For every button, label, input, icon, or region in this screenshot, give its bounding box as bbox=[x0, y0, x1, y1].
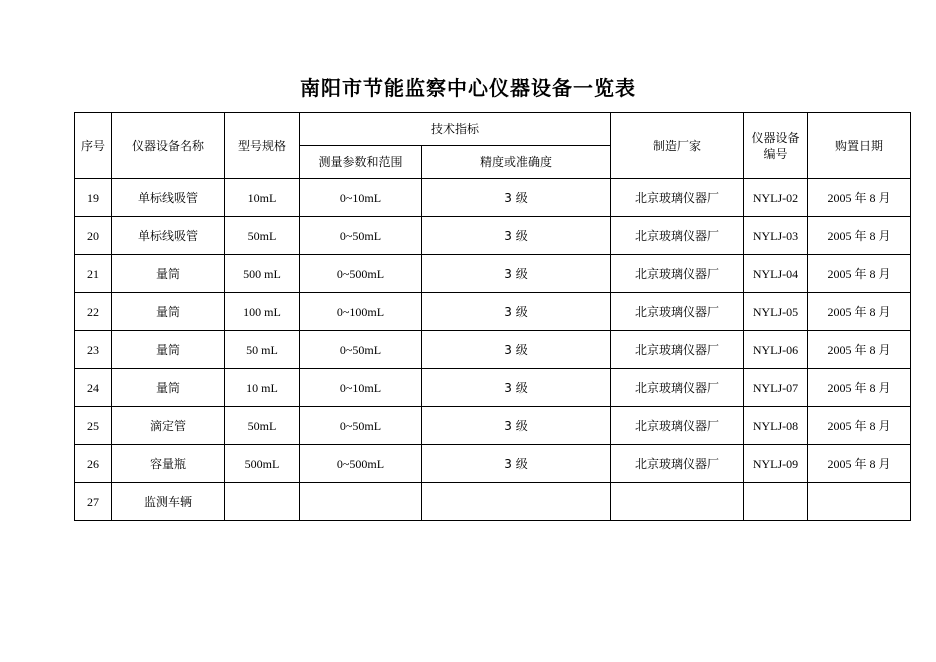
cell-accuracy: 3 级 bbox=[422, 445, 611, 483]
cell-seq: 23 bbox=[75, 331, 112, 369]
cell-date: 2005 年 8 月 bbox=[808, 179, 911, 217]
cell-maker bbox=[611, 483, 744, 521]
cell-maker: 北京玻璃仪器厂 bbox=[611, 217, 744, 255]
header-accuracy: 精度或准确度 bbox=[422, 146, 611, 179]
cell-seq: 19 bbox=[75, 179, 112, 217]
cell-name: 单标线吸管 bbox=[112, 179, 225, 217]
cell-accuracy: 3 级 bbox=[422, 407, 611, 445]
header-tech: 技术指标 bbox=[300, 113, 611, 146]
table-row bbox=[75, 331, 911, 369]
cell-name: 量筒 bbox=[112, 369, 225, 407]
header-name: 仪器设备名称 bbox=[112, 113, 225, 179]
cell-seq: 22 bbox=[75, 293, 112, 331]
cell-name: 滴定管 bbox=[112, 407, 225, 445]
cell-range: 0~50mL bbox=[300, 331, 422, 369]
cell-accuracy: 3 级 bbox=[422, 217, 611, 255]
cell-code: NYLJ-09 bbox=[744, 445, 808, 483]
cell-name: 单标线吸管 bbox=[112, 217, 225, 255]
cell-model bbox=[225, 483, 300, 521]
header-code bbox=[744, 113, 808, 179]
table-row bbox=[75, 217, 911, 255]
cell-date: 2005 年 8 月 bbox=[808, 255, 911, 293]
table-row bbox=[75, 483, 911, 521]
table-row bbox=[75, 293, 911, 331]
cell-range: 0~10mL bbox=[300, 369, 422, 407]
cell-maker: 北京玻璃仪器厂 bbox=[611, 179, 744, 217]
cell-code: NYLJ-04 bbox=[744, 255, 808, 293]
cell-range: 0~100mL bbox=[300, 293, 422, 331]
cell-date: 2005 年 8 月 bbox=[808, 407, 911, 445]
header-model: 型号规格 bbox=[225, 113, 300, 179]
cell-model: 500 mL bbox=[225, 255, 300, 293]
cell-date: 2005 年 8 月 bbox=[808, 293, 911, 331]
cell-maker: 北京玻璃仪器厂 bbox=[611, 293, 744, 331]
cell-range: 0~50mL bbox=[300, 407, 422, 445]
cell-name: 容量瓶 bbox=[112, 445, 225, 483]
table-row bbox=[75, 369, 911, 407]
cell-accuracy: 3 级 bbox=[422, 369, 611, 407]
cell-name: 量筒 bbox=[112, 293, 225, 331]
cell-code: NYLJ-06 bbox=[744, 331, 808, 369]
cell-date: 2005 年 8 月 bbox=[808, 331, 911, 369]
cell-name: 量筒 bbox=[112, 255, 225, 293]
cell-date: 2005 年 8 月 bbox=[808, 217, 911, 255]
cell-maker: 北京玻璃仪器厂 bbox=[611, 331, 744, 369]
cell-model: 50mL bbox=[225, 217, 300, 255]
cell-accuracy bbox=[422, 483, 611, 521]
cell-maker: 北京玻璃仪器厂 bbox=[611, 407, 744, 445]
cell-model: 100 mL bbox=[225, 293, 300, 331]
cell-name: 监测车辆 bbox=[112, 483, 225, 521]
cell-range bbox=[300, 483, 422, 521]
header-code-line2: 编号 bbox=[763, 146, 788, 161]
header-range: 测量参数和范围 bbox=[300, 146, 422, 179]
header-code-line1: 仪器设备 bbox=[751, 130, 800, 145]
cell-range: 0~500mL bbox=[300, 255, 422, 293]
cell-date: 2005 年 8 月 bbox=[808, 369, 911, 407]
cell-date: 2005 年 8 月 bbox=[808, 445, 911, 483]
cell-maker: 北京玻璃仪器厂 bbox=[611, 255, 744, 293]
header-seq: 序号 bbox=[75, 113, 112, 179]
cell-seq: 20 bbox=[75, 217, 112, 255]
cell-seq: 27 bbox=[75, 483, 112, 521]
cell-seq: 24 bbox=[75, 369, 112, 407]
cell-seq: 21 bbox=[75, 255, 112, 293]
cell-code: NYLJ-05 bbox=[744, 293, 808, 331]
equipment-table bbox=[74, 112, 911, 521]
cell-model: 10mL bbox=[225, 179, 300, 217]
cell-code: NYLJ-02 bbox=[744, 179, 808, 217]
cell-seq: 26 bbox=[75, 445, 112, 483]
cell-code bbox=[744, 483, 808, 521]
cell-range: 0~10mL bbox=[300, 179, 422, 217]
header-maker: 制造厂家 bbox=[611, 113, 744, 179]
cell-model: 10 mL bbox=[225, 369, 300, 407]
cell-accuracy: 3 级 bbox=[422, 331, 611, 369]
cell-name: 量筒 bbox=[112, 331, 225, 369]
header-row bbox=[75, 113, 911, 146]
cell-code: NYLJ-08 bbox=[744, 407, 808, 445]
cell-model: 500mL bbox=[225, 445, 300, 483]
cell-accuracy: 3 级 bbox=[422, 255, 611, 293]
table-row bbox=[75, 179, 911, 217]
cell-date bbox=[808, 483, 911, 521]
cell-maker: 北京玻璃仪器厂 bbox=[611, 445, 744, 483]
table-row bbox=[75, 407, 911, 445]
cell-accuracy: 3 级 bbox=[422, 293, 611, 331]
header-date: 购置日期 bbox=[808, 113, 911, 179]
page-title: 南阳市节能监察中心仪器设备一览表 bbox=[300, 76, 636, 100]
table-row bbox=[75, 445, 911, 483]
cell-range: 0~500mL bbox=[300, 445, 422, 483]
cell-model: 50mL bbox=[225, 407, 300, 445]
cell-model: 50 mL bbox=[225, 331, 300, 369]
cell-code: NYLJ-07 bbox=[744, 369, 808, 407]
cell-seq: 25 bbox=[75, 407, 112, 445]
table-row bbox=[75, 255, 911, 293]
cell-code: NYLJ-03 bbox=[744, 217, 808, 255]
cell-range: 0~50mL bbox=[300, 217, 422, 255]
cell-maker: 北京玻璃仪器厂 bbox=[611, 369, 744, 407]
cell-accuracy: 3 级 bbox=[422, 179, 611, 217]
